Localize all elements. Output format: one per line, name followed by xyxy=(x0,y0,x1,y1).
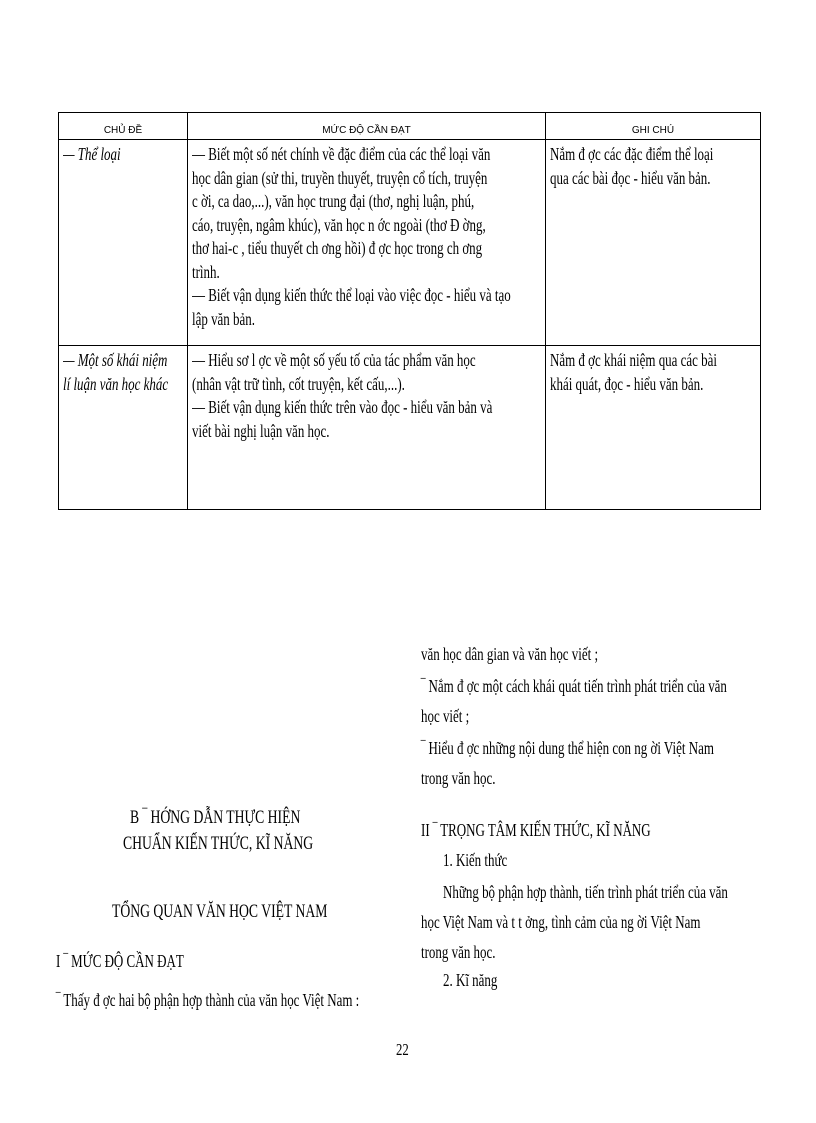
paragraph-line: ‾ Nắm đ ợc một cách khái quát tiến trình phát triển của văn xyxy=(421,676,727,696)
heading-focus: II ‾ TRỌNG TÂM KIẾN THỨC, KĨ NĂNG xyxy=(421,820,651,840)
paragraph-line: Những bộ phận hợp thành, tiến trình phát triển của văn xyxy=(443,882,728,902)
page-number: 22 xyxy=(396,1040,409,1059)
paragraph-line: ‾ Thấy đ ợc hai bộ phận hợp thành của văn học Việt Nam : xyxy=(56,990,360,1010)
header-note: GHI CHÚ xyxy=(546,113,761,140)
note-cell: Nắm đ ợc các đặc điểm thể loại qua các bài đọc - hiểu văn bản. xyxy=(546,140,761,346)
subheading-knowledge: 1. Kiến thức xyxy=(443,850,508,870)
table-row xyxy=(59,346,761,510)
topic-cell: — Thể loại xyxy=(59,140,188,346)
section-title-line-2: CHUẨN KIẾN THỨC, KĨ NĂNG xyxy=(123,833,314,854)
paragraph-line: học Việt Nam và t t ởng, tình cảm của ng ời Việt Nam xyxy=(421,912,701,932)
paragraph-line: trong văn học. xyxy=(421,768,496,788)
header-requirement: MỨC ĐỘ CẦN ĐẠT xyxy=(188,113,546,140)
paragraph-line: ‾ Hiểu đ ợc những nội dung thể hiện con ng ời Việt Nam xyxy=(421,738,714,758)
note-cell: Nắm đ ợc khái niệm qua các bài khái quát, đọc - hiểu văn bản. xyxy=(546,346,761,510)
section-title-line-1: B ‾ HỚNG DẪN THỰC HIỆN xyxy=(130,807,301,828)
subheading-skills: 2. Kĩ năng xyxy=(443,970,498,990)
paragraph-line: trong văn học. xyxy=(421,942,496,962)
paragraph-line: văn học dân gian và văn học viết ; xyxy=(421,644,599,664)
heading-requirements: I ‾ MỨC ĐỘ CẦN ĐẠT xyxy=(56,951,184,971)
requirements-table xyxy=(58,112,761,510)
header-topic: CHỦ ĐỀ xyxy=(59,113,188,140)
paragraph-line: học viết ; xyxy=(421,706,470,726)
table-row xyxy=(59,140,761,346)
lesson-title: TỔNG QUAN VĂN HỌC VIỆT NAM xyxy=(112,901,328,922)
topic-cell: — Một số khái niệm lí luận văn học khác xyxy=(59,346,188,510)
requirement-cell: — Hiểu sơ l ợc về một số yếu tố của tác phẩm văn học (nhân vật trữ tình, cốt truyện, kết cấu,...). — Biết vận dụng kiến thức trên vào đọc - hiểu văn bản và viết bài nghị luận văn học. xyxy=(188,346,546,510)
requirement-cell: — Biết một số nét chính về đặc điểm của các thể loại văn học dân gian (sử thi, truyền thuyết, truyện cổ tích, truyện c ời, ca dao,...), văn học trung đại (thơ, nghị luận, phú, cáo, truyện, ngâm khúc), văn học n ớc ngoài (thơ Đ ờng, thơ hai-c , tiểu thuyết ch ơng hồi) đ ợc học trong ch ơng trình. — Biết vận dụng kiến thức thể loại vào việc đọc - hiểu và tạo lập văn bản. xyxy=(188,140,546,346)
